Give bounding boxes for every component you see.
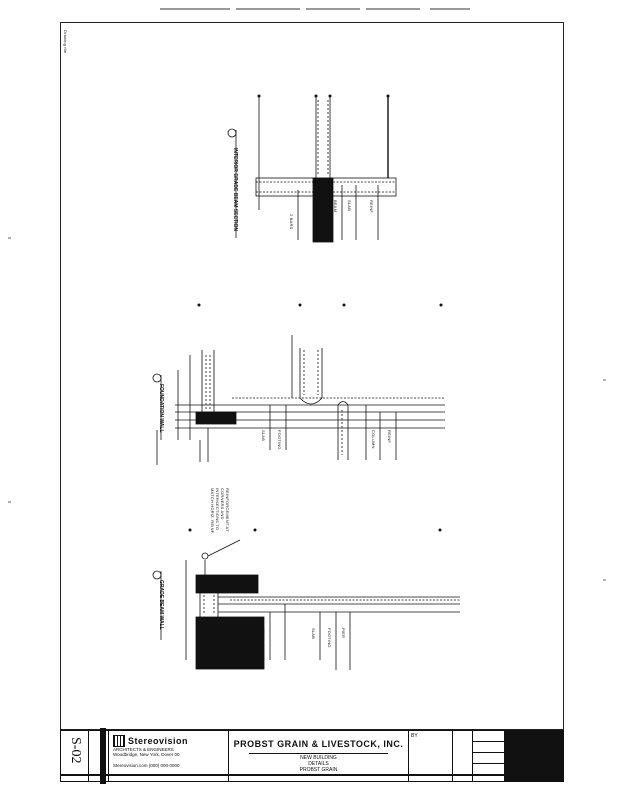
firm-sub: ARCHITECTS & ENGINEERS: [113, 747, 174, 752]
detail1-label-1: 2 BARS: [289, 214, 294, 230]
sheet-number: S-02: [68, 737, 83, 764]
detail3-note-2: CORNERS AND: [220, 488, 225, 520]
project-name: PROBST GRAIN & LIVESTOCK, INC.: [233, 739, 404, 749]
firm-logo-icon: [113, 735, 125, 747]
firm-web: Stereovision.com: [113, 763, 148, 768]
location: PROBST GRAIN: [299, 767, 338, 773]
detail2-label-3: COLUMN: [371, 430, 376, 449]
detail-grade-beam-wall: [153, 540, 460, 670]
by-label: BY: [411, 733, 418, 739]
firm-address: Woodbridge, New York, Dover 00: [113, 752, 180, 757]
detail-title-1: INTERIOR GRADE BEAM SECTION: [232, 148, 238, 232]
scan-line: [60, 774, 564, 776]
detail1-label-2: BEAM: [333, 200, 338, 213]
detail3-note-3: INTERSECTIONS TO: [215, 488, 220, 531]
detail3-label-3: FOOTING: [327, 628, 332, 648]
detail1-label-3: SLAB: [347, 200, 352, 212]
detail-title-3: GRADE BEAM WALL: [158, 580, 164, 630]
detail2-label-1: SLAB: [261, 430, 266, 442]
detail-foundation-wall: [153, 335, 445, 465]
detail3-label-4: PIER: [341, 628, 346, 639]
leader-arrows: [189, 95, 443, 535]
firm-phone: (000) 000-0000: [148, 763, 180, 768]
detail-interior-grade-beam: [228, 95, 396, 242]
firm-name: Stereovision: [128, 736, 189, 746]
detail3-label-2: SLAB: [311, 628, 316, 640]
detail3-label-1: REINF AT FOOTING: [261, 628, 266, 669]
sheet-title: NEW BUILDING: [300, 755, 337, 761]
detail-title-2: FOUNDATION WALL: [158, 384, 164, 433]
detail2-label-4: REINF: [387, 430, 392, 443]
sheet-sub: DETAILS: [308, 761, 329, 767]
detail3-note-1: REINFORCEMENT AT: [225, 488, 230, 532]
detail1-label-4: REINF: [369, 200, 374, 213]
detail2-label-2: FOOTING: [277, 430, 282, 450]
detail3-note-4: MATCH HORIZ. REINF.: [210, 488, 215, 535]
margin-text: Drawing file: [63, 30, 68, 54]
